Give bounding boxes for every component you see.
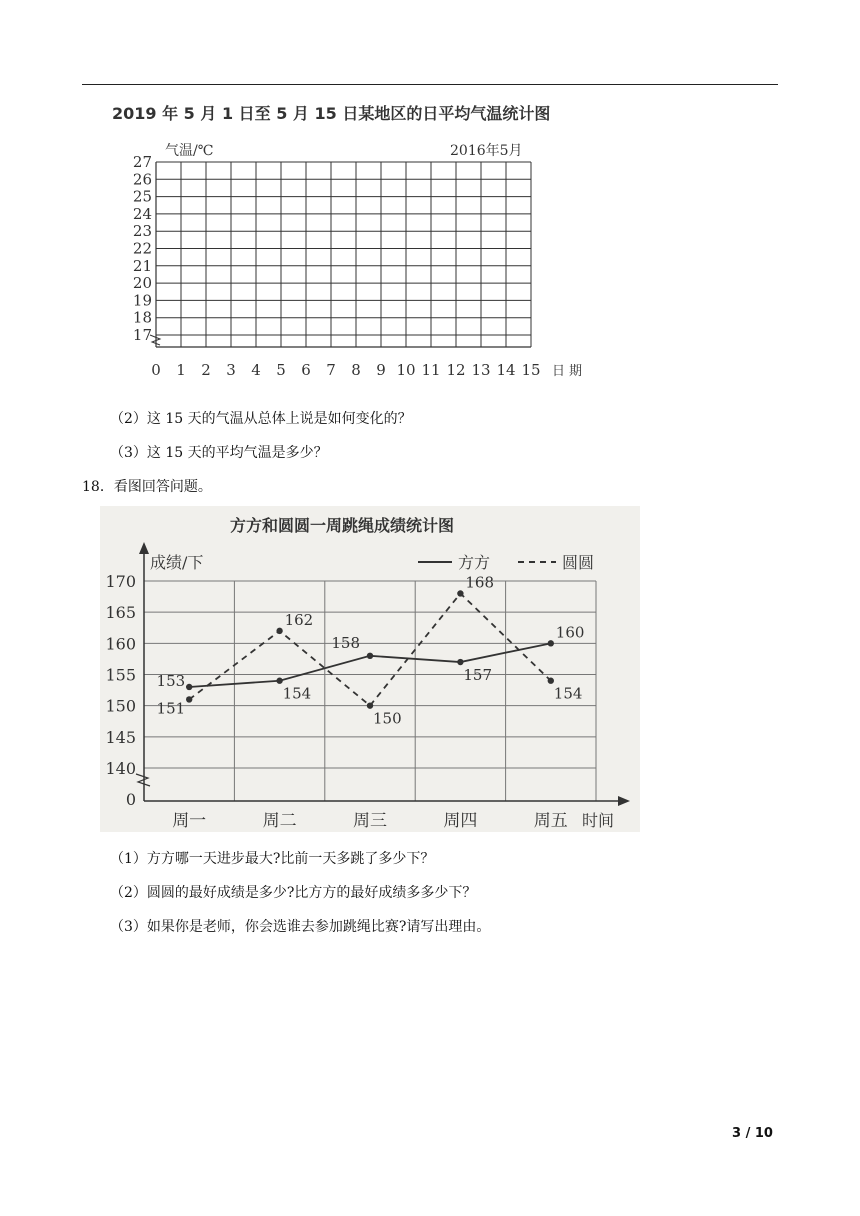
temp-x-ticks: [151, 361, 540, 379]
legend-label-fangfang: 方方: [458, 553, 491, 572]
temp-y-tick-label: 19: [132, 291, 152, 310]
temp-x-tick-label: 4: [251, 361, 261, 379]
data-label: 168: [465, 573, 495, 592]
temp-x-tick-label: 15: [521, 361, 541, 379]
temp-x-tick-label: 14: [496, 361, 516, 379]
rope-x-tick-label: 周五: [533, 811, 568, 831]
rope-y-tick-label: 160: [105, 634, 136, 654]
temp-x-tick-label: 6: [301, 361, 311, 379]
temp-y-ticks: [133, 153, 152, 344]
question-18-heading: 18．看图回答问题。: [82, 479, 212, 495]
rope-y-tick-label: 0: [125, 790, 136, 809]
data-label: 160: [555, 623, 585, 642]
temp-y-tick-label: 21: [132, 256, 152, 275]
legend-label-yuanyuan: 圆圆: [562, 553, 595, 572]
data-point: [548, 678, 554, 684]
question-18-2: （2）圆圆的最好成绩是多少?比方方的最好成绩多多少下？: [110, 885, 477, 901]
temp-x-tick-label: 0: [151, 361, 161, 379]
data-point: [457, 659, 463, 665]
temp-x-tick-label: 10: [396, 361, 416, 379]
data-point: [276, 628, 282, 634]
temp-x-tick-label: 1: [176, 361, 186, 379]
temp-x-tick-label: 11: [421, 361, 441, 379]
data-label: 151: [156, 699, 186, 718]
rope-y-axis-label: 成绩/下: [150, 553, 204, 572]
temp-corner-label: 2016年5月: [450, 143, 523, 159]
question-18-3: （3）如果你是老师，你会选谁去参加跳绳比赛?请写出理由。: [110, 919, 491, 935]
data-label: 154: [282, 684, 312, 703]
data-label: 157: [463, 666, 493, 685]
temp-x-tick-label: 2: [201, 361, 211, 379]
temp-x-tick-label: 13: [471, 361, 491, 379]
temp-x-tick-label: 12: [446, 361, 466, 379]
temp-y-tick-label: 27: [132, 153, 152, 171]
rope-chart-title: 方方和圆圆一周跳绳成绩统计图: [230, 516, 455, 535]
temp-grid: [150, 162, 531, 347]
temp-x-axis-label: 日期: [552, 364, 587, 379]
rope-y-tick-label: 155: [105, 665, 136, 685]
temp-x-tick-label: 9: [376, 361, 386, 379]
temp-x-tick-label: 8: [351, 361, 361, 379]
data-label: 162: [284, 610, 314, 629]
temp-y-tick-label: 23: [132, 222, 152, 241]
temperature-chart-title: 2019 年 5 月 1 日至 5 月 15 日某地区的日平均气温统计图: [112, 104, 551, 123]
temp-x-tick-label: 5: [276, 361, 286, 379]
data-point: [457, 590, 463, 596]
temp-y-tick-label: 22: [132, 239, 152, 258]
page-number: 3 / 10: [732, 1126, 773, 1141]
data-label: 158: [331, 633, 360, 652]
rope-y-tick-label: 150: [105, 696, 136, 716]
temp-x-tick-label: 3: [226, 361, 236, 379]
rope-x-tick-label: 周四: [443, 811, 478, 831]
rope-x-axis-label: 时间: [582, 811, 615, 830]
data-point: [367, 653, 373, 659]
temp-y-tick-label: 17: [132, 326, 152, 344]
temp-y-tick-label: 26: [132, 170, 152, 189]
question-18-1: （1）方方哪一天进步最大?比前一天多跳了多少下？: [110, 851, 435, 867]
data-point: [276, 678, 282, 684]
rope-y-tick-label: 140: [105, 759, 136, 778]
temp-y-tick-label: 25: [132, 187, 152, 206]
question-2-temperature: （2）这 15 天的气温从总体上说是如何变化的？: [110, 411, 412, 427]
jump-rope-chart: [100, 506, 640, 832]
data-label: 153: [156, 671, 186, 690]
rope-x-tick-label: 周一: [172, 811, 207, 831]
rope-x-tick-label: 周三: [353, 811, 387, 831]
data-point: [186, 696, 192, 702]
rope-x-tick-label: 周二: [262, 811, 297, 831]
rope-y-tick-label: 165: [105, 603, 136, 623]
data-label: 150: [373, 709, 402, 728]
header-rule: [82, 84, 778, 85]
data-label: 154: [553, 684, 583, 703]
temp-y-tick-label: 20: [132, 274, 152, 293]
rope-y-tick-label: 170: [105, 572, 136, 591]
temp-y-tick-label: 24: [132, 204, 152, 223]
data-point: [367, 702, 373, 708]
temp-y-axis-label: 气温/℃: [165, 143, 214, 159]
question-3-temperature: （3）这 15 天的平均气温是多少？: [110, 445, 328, 461]
temperature-chart: [110, 130, 610, 390]
data-point: [548, 640, 554, 646]
data-point: [186, 684, 192, 690]
temp-y-tick-label: 18: [132, 308, 152, 327]
temp-x-tick-label: 7: [326, 361, 336, 379]
rope-y-tick-label: 145: [105, 727, 136, 747]
